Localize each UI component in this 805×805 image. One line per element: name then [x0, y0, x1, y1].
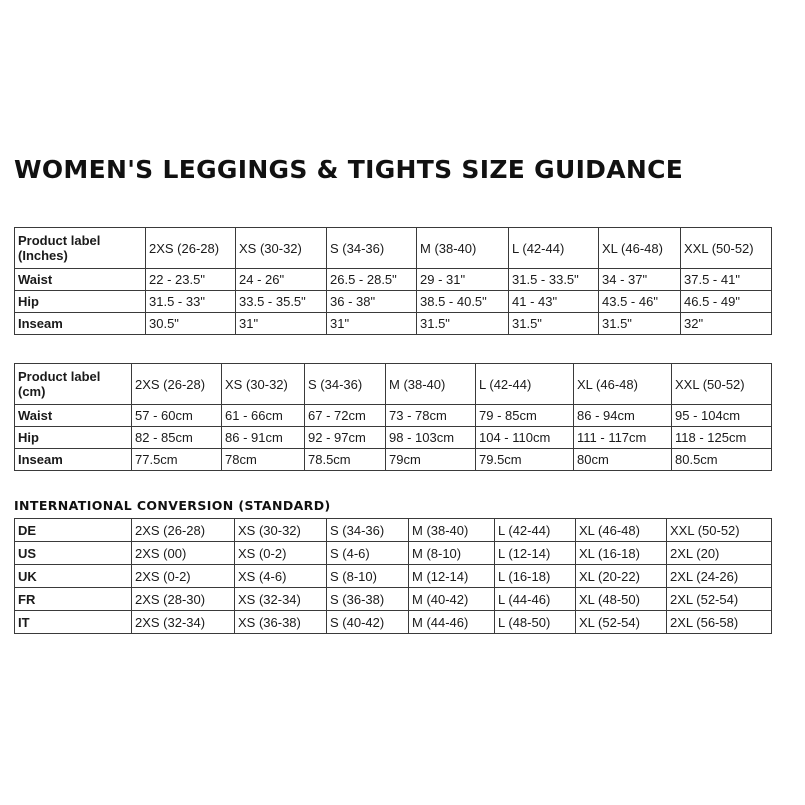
- table-cell: M (44-46): [409, 611, 495, 634]
- table-cell: L (12-14): [495, 542, 576, 565]
- table-cell: L (42-44): [495, 519, 576, 542]
- table-cell: 2XL (56-58): [667, 611, 772, 634]
- size-header: L (42-44): [509, 228, 599, 269]
- table-cell: 26.5 - 28.5": [327, 269, 417, 291]
- table-cell: XS (4-6): [235, 565, 327, 588]
- table-cell: 32": [681, 313, 772, 335]
- table-cell: L (48-50): [495, 611, 576, 634]
- table-cell: 2XL (52-54): [667, 588, 772, 611]
- table-cell: S (40-42): [327, 611, 409, 634]
- size-header: XXL (50-52): [681, 228, 772, 269]
- product-label-header: Product label (Inches): [15, 228, 146, 269]
- table-cell: 46.5 - 49": [681, 291, 772, 313]
- table-cell: 82 - 85cm: [132, 427, 222, 449]
- table-cell: M (12-14): [409, 565, 495, 588]
- size-header: XXL (50-52): [672, 364, 772, 405]
- size-header: M (38-40): [386, 364, 476, 405]
- row-label: Waist: [15, 269, 146, 291]
- table-cell: 79cm: [386, 449, 476, 471]
- table-cell: 2XS (32-34): [132, 611, 235, 634]
- table-cell: 31": [236, 313, 327, 335]
- row-label: Inseam: [15, 449, 132, 471]
- cm-size-table: [14, 363, 772, 471]
- row-label: Inseam: [15, 313, 146, 335]
- table-cell: 78cm: [222, 449, 305, 471]
- table-cell: L (16-18): [495, 565, 576, 588]
- row-label: DE: [15, 519, 132, 542]
- table-cell: XS (32-34): [235, 588, 327, 611]
- table-cell: S (34-36): [327, 519, 409, 542]
- table-row: [15, 269, 772, 291]
- table-cell: XS (36-38): [235, 611, 327, 634]
- table-cell: 92 - 97cm: [305, 427, 386, 449]
- table-row: [15, 427, 772, 449]
- size-header: M (38-40): [417, 228, 509, 269]
- table-cell: XS (0-2): [235, 542, 327, 565]
- table-cell: 29 - 31": [417, 269, 509, 291]
- table-cell: S (4-6): [327, 542, 409, 565]
- table-header-row: [15, 364, 772, 405]
- table-cell: 86 - 94cm: [574, 405, 672, 427]
- table-cell: 2XS (0-2): [132, 565, 235, 588]
- inches-size-table: [14, 227, 772, 335]
- table-cell: XL (52-54): [576, 611, 667, 634]
- table-cell: 31.5": [417, 313, 509, 335]
- table-cell: 61 - 66cm: [222, 405, 305, 427]
- page-title: WOMEN'S LEGGINGS & TIGHTS SIZE GUIDANCE: [14, 155, 684, 184]
- table-cell: 118 - 125cm: [672, 427, 772, 449]
- row-label: FR: [15, 588, 132, 611]
- size-header: L (42-44): [476, 364, 574, 405]
- table-row: [15, 291, 772, 313]
- table-cell: 79.5cm: [476, 449, 574, 471]
- product-label-header: Product label (cm): [15, 364, 132, 405]
- size-header: 2XS (26-28): [132, 364, 222, 405]
- table-cell: 67 - 72cm: [305, 405, 386, 427]
- table-cell: M (8-10): [409, 542, 495, 565]
- table-cell: 95 - 104cm: [672, 405, 772, 427]
- table-cell: 30.5": [146, 313, 236, 335]
- size-header: S (34-36): [305, 364, 386, 405]
- row-label: Hip: [15, 291, 146, 313]
- conversion-heading: INTERNATIONAL CONVERSION (STANDARD): [14, 498, 331, 513]
- table-row: [15, 565, 772, 588]
- table-cell: XL (48-50): [576, 588, 667, 611]
- table-cell: 24 - 26": [236, 269, 327, 291]
- table-cell: 38.5 - 40.5": [417, 291, 509, 313]
- table-cell: XS (30-32): [235, 519, 327, 542]
- row-label: Waist: [15, 405, 132, 427]
- table-cell: 2XS (26-28): [132, 519, 235, 542]
- table-cell: 57 - 60cm: [132, 405, 222, 427]
- size-header: XL (46-48): [599, 228, 681, 269]
- table-header-row: [15, 228, 772, 269]
- table-cell: S (8-10): [327, 565, 409, 588]
- table-cell: 43.5 - 46": [599, 291, 681, 313]
- table-cell: 22 - 23.5": [146, 269, 236, 291]
- table-cell: 2XS (00): [132, 542, 235, 565]
- table-cell: 78.5cm: [305, 449, 386, 471]
- table-cell: 31.5 - 33.5": [509, 269, 599, 291]
- table-cell: XL (16-18): [576, 542, 667, 565]
- table-cell: 77.5cm: [132, 449, 222, 471]
- table-cell: 37.5 - 41": [681, 269, 772, 291]
- table-cell: XXL (50-52): [667, 519, 772, 542]
- table-row: [15, 542, 772, 565]
- table-cell: 80cm: [574, 449, 672, 471]
- table-row: [15, 405, 772, 427]
- table-cell: 111 - 117cm: [574, 427, 672, 449]
- conversion-table: [14, 518, 772, 634]
- table-cell: 104 - 110cm: [476, 427, 574, 449]
- table-cell: L (44-46): [495, 588, 576, 611]
- table-cell: M (40-42): [409, 588, 495, 611]
- row-label: IT: [15, 611, 132, 634]
- table-cell: 31": [327, 313, 417, 335]
- row-label: Hip: [15, 427, 132, 449]
- table-cell: 41 - 43": [509, 291, 599, 313]
- table-cell: 86 - 91cm: [222, 427, 305, 449]
- table-cell: XL (46-48): [576, 519, 667, 542]
- table-cell: 33.5 - 35.5": [236, 291, 327, 313]
- table-cell: 2XL (24-26): [667, 565, 772, 588]
- table-row: [15, 313, 772, 335]
- table-row: [15, 449, 772, 471]
- table-row: [15, 588, 772, 611]
- row-label: UK: [15, 565, 132, 588]
- table-cell: M (38-40): [409, 519, 495, 542]
- size-header: S (34-36): [327, 228, 417, 269]
- table-cell: S (36-38): [327, 588, 409, 611]
- table-cell: 73 - 78cm: [386, 405, 476, 427]
- table-cell: 98 - 103cm: [386, 427, 476, 449]
- table-cell: 79 - 85cm: [476, 405, 574, 427]
- table-cell: 31.5": [509, 313, 599, 335]
- table-cell: 34 - 37": [599, 269, 681, 291]
- table-cell: 80.5cm: [672, 449, 772, 471]
- size-header: 2XS (26-28): [146, 228, 236, 269]
- table-cell: 2XS (28-30): [132, 588, 235, 611]
- table-cell: 31.5 - 33": [146, 291, 236, 313]
- size-header: XS (30-32): [222, 364, 305, 405]
- row-label: US: [15, 542, 132, 565]
- table-cell: 2XL (20): [667, 542, 772, 565]
- table-cell: 36 - 38": [327, 291, 417, 313]
- size-header: XS (30-32): [236, 228, 327, 269]
- size-header: XL (46-48): [574, 364, 672, 405]
- table-cell: XL (20-22): [576, 565, 667, 588]
- table-row: [15, 611, 772, 634]
- table-row: [15, 519, 772, 542]
- table-cell: 31.5": [599, 313, 681, 335]
